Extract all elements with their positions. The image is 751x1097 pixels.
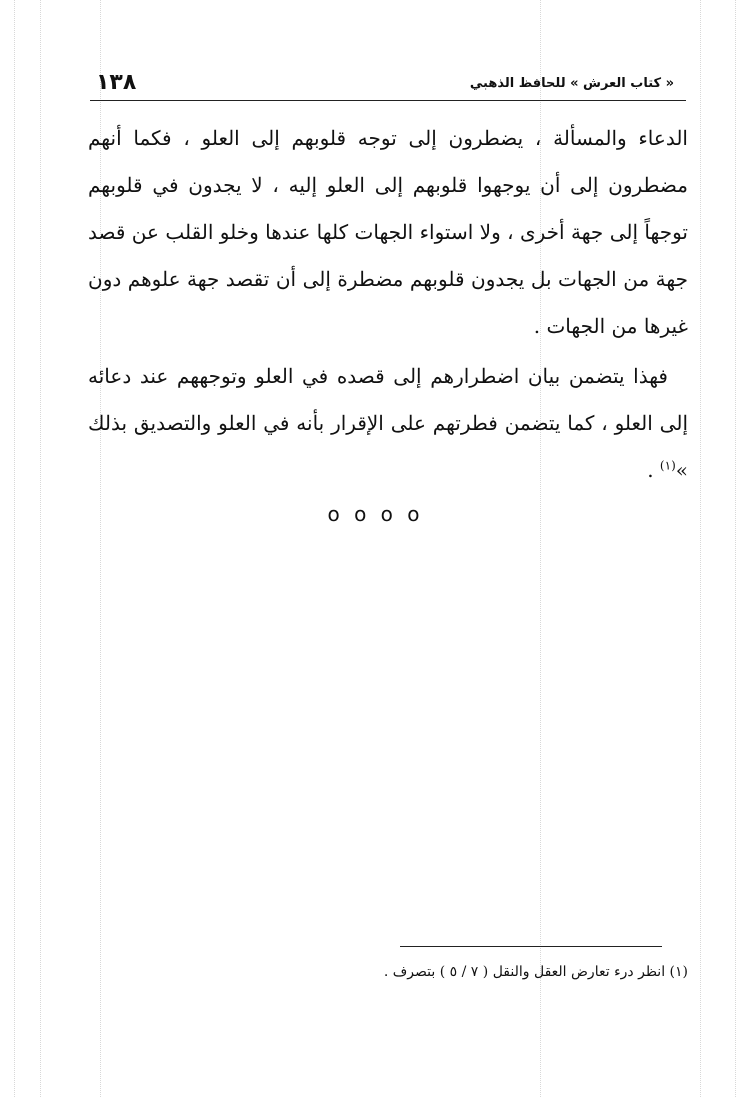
header-rule — [90, 100, 686, 101]
section-separator: o o o o — [327, 502, 424, 526]
footnote: (١) انظر درء تعارض العقل والنقل ( ٧ / ٥ ) بتصرف . — [383, 964, 688, 980]
page-number: ١٣٨ — [96, 70, 137, 95]
paragraph-1: الدعاء والمسألة ، يضطرون إلى توجه قلوبهم إلى العلو ، فكما أنهم مضطرون إلى أن يوجهوا قلوبهم إلى العلو إليه ، لا يجدون في قلوبهم توجهاً إلى جهة أخرى ، ولا استواء الجهات كلها عندها وخلو القلب عن قصد جهة من الجهات بل يجدون قلوبهم مضطرة إلى أن تقصد جهة علوهم دون غيرها من الجهات . — [88, 126, 688, 338]
scan-guide-line — [14, 0, 15, 1097]
scan-guide-line — [40, 0, 41, 1097]
page-header — [90, 70, 686, 100]
footnote-reference: (١) — [659, 458, 676, 473]
paragraph-2-text: فهذا يتضمن بيان اضطرارهم إلى قصده في العلو وتوجههم عند دعائه إلى العلو ، كما يتضمن فطرتهم على الإقرار بأنه في العلو والتصديق بذلك » — [88, 364, 688, 482]
paragraph-2-end: . — [647, 458, 660, 482]
footnote-rule — [400, 946, 662, 947]
paragraph-2 — [88, 353, 688, 494]
main-text — [88, 115, 688, 494]
running-title: « كتاب العرش » للحافظ الذهبي — [469, 76, 674, 91]
scan-guide-line — [735, 0, 736, 1097]
scan-guide-line — [700, 0, 701, 1097]
